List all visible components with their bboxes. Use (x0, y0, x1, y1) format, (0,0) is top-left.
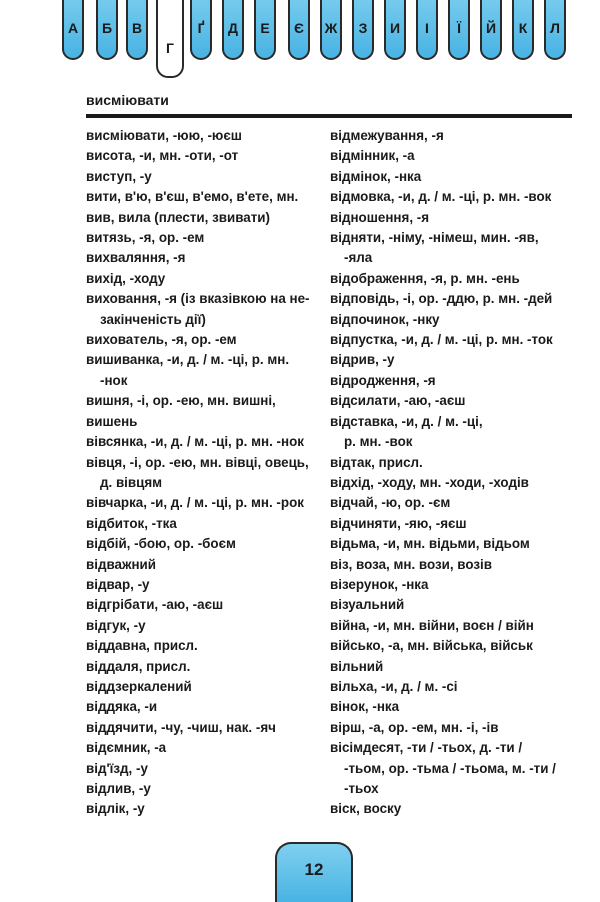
letter-tab[interactable] (512, 0, 534, 60)
dictionary-entry: відважний (86, 556, 156, 572)
letter-tab[interactable] (254, 0, 276, 60)
dictionary-entry: -тьом, ор. -тьма / -тьома, м. -ти / (344, 760, 556, 776)
letter-tab[interactable] (222, 0, 244, 60)
dictionary-entry: відношення, -я (330, 209, 430, 225)
dictionary-entry: вівчарка, -и, д. / м. -ці, р. мн. -рок (86, 495, 304, 511)
dictionary-entry: висміювати, -юю, -юєш (86, 128, 242, 143)
letter-tab-label: І (425, 20, 429, 36)
right-column (330, 126, 582, 820)
dictionary-entry: відтак, присл. (330, 454, 423, 470)
dictionary-entry: вірш, -а, ор. -ем, мн. -і, -ів (330, 719, 499, 735)
letter-tab-label: Б (101, 20, 113, 36)
letter-tab-label: Й (485, 20, 497, 36)
dictionary-entry: війна, -и, мн. війни, воєн / війн (330, 617, 534, 633)
letter-tab[interactable] (448, 0, 470, 60)
alphabet-index (0, 0, 600, 78)
letter-tab-label: Г (166, 40, 174, 56)
dictionary-entry: віск, воску (330, 801, 402, 817)
dictionary-entry: відвар, -у (86, 576, 150, 592)
dictionary-entry: вити, в'ю, в'єш, в'емо, в'ете, мн. (86, 189, 299, 205)
dictionary-entry: вив, вила (плести, звивати) (86, 209, 270, 225)
dictionary-entry: вихваляння, -я (86, 250, 186, 266)
dictionary-entry: д. вівцям (100, 474, 163, 490)
dictionary-entry: відпочинок, -нку (330, 311, 440, 327)
header-divider (86, 114, 572, 118)
letter-tab-label: К (518, 20, 528, 36)
dictionary-entry: відмежування, -я (330, 128, 444, 143)
dictionary-entry: від'їзд, -у (86, 760, 148, 776)
dictionary-entry: відлік, -у (86, 801, 145, 817)
dictionary-entry: вівця, -і, ор. -ею, мн. вівці, овець, (86, 454, 309, 470)
dictionary-entry: вісімдесят, -ти / -тьох, д. -ти / (330, 740, 523, 756)
letter-tab[interactable] (126, 0, 148, 60)
dictionary-entry: вінок, -нка (330, 699, 400, 715)
page-header-word: висміювати (86, 92, 169, 108)
dictionary-entry: відродження, -я (330, 372, 436, 388)
dictionary-entry: відхід, -ходу, мн. -ходи, -ходів (330, 474, 529, 490)
dictionary-entry: відняти, -німу, -німеш, мин. -яв, (330, 230, 539, 246)
letter-tab[interactable] (544, 0, 566, 60)
letter-tab[interactable] (384, 0, 406, 60)
letter-tab-label: Є (294, 20, 304, 36)
dictionary-entry: р. мн. -вок (344, 434, 413, 450)
dictionary-entry: висота, -и, мн. -оти, -от (86, 148, 239, 164)
dictionary-entry: відмінник, -а (330, 148, 415, 164)
page-number: 12 (304, 860, 324, 879)
dictionary-entry: вихід, -ходу (86, 270, 166, 286)
letter-tab[interactable] (352, 0, 374, 60)
dictionary-entry: віз, воза, мн. вози, возів (330, 556, 492, 572)
dictionary-entry: відбій, -бою, ор. -боєм (86, 536, 236, 552)
letter-tab[interactable] (156, 0, 184, 78)
dictionary-entry: відчай, -ю, ор. -єм (330, 495, 451, 511)
dictionary-entry: віддзеркалений (86, 678, 192, 694)
dictionary-entry: відставка, -и, д. / м. -ці, (330, 413, 483, 429)
letter-tab[interactable] (288, 0, 310, 60)
letter-tab-label: Ї (457, 20, 461, 36)
dictionary-entry: вільха, -и, д. / м. -сі (330, 678, 458, 694)
dictionary-entry: виступ, -у (86, 168, 152, 184)
dictionary-entry: відгук, -у (86, 617, 146, 633)
dictionary-entry: відлив, -у (86, 781, 151, 796)
page-number-tab (275, 842, 353, 902)
dictionary-entry: вільний (330, 658, 384, 674)
dictionary-entry: відмінок, -нка (330, 168, 422, 184)
dictionary-entry: вишень (86, 413, 138, 429)
dictionary-entry: візуальний (330, 597, 405, 613)
letter-tab-label: Ж (324, 20, 338, 36)
left-column (86, 126, 312, 820)
dictionary-entry: закінченість дії) (100, 311, 206, 327)
letter-tab-label: Е (260, 20, 270, 36)
letter-tab[interactable] (320, 0, 342, 60)
dictionary-entry: вівсянка, -и, д. / м. -ці, р. мн. -нок (86, 434, 304, 450)
letter-tab[interactable] (96, 0, 118, 60)
dictionary-entry: відємник, -а (86, 740, 167, 756)
dictionary-entry: віддячити, -чу, -чиш, нак. -яч (86, 719, 276, 735)
dictionary-entry: віддаля, присл. (86, 658, 191, 674)
dictionary-entry: відгрібати, -аю, -аєш (86, 597, 224, 613)
dictionary-entry: відьма, -и, мн. відьми, відьом (330, 536, 530, 552)
dictionary-entry: відмовка, -и, д. / м. -ці, р. мн. -вок (330, 189, 552, 205)
letter-tab[interactable] (190, 0, 212, 60)
dictionary-entry: відображення, -я, р. мн. -ень (330, 270, 520, 286)
dictionary-entry: -яла (344, 250, 373, 266)
letter-tab-label: Л (550, 20, 560, 36)
letter-tab-label: В (131, 20, 143, 36)
dictionary-entry: вишиванка, -и, д. / м. -ці, р. мн. (86, 352, 290, 368)
dictionary-entry: відсилати, -аю, -аєш (330, 393, 466, 409)
letter-tab-label: З (358, 20, 368, 36)
dictionary-entry: -нок (100, 372, 128, 388)
dictionary-entry: виховання, -я (із вказівкою на не- (86, 291, 310, 307)
letter-tab[interactable] (62, 0, 84, 60)
dictionary-entry: візерунок, -нка (330, 576, 429, 592)
letter-tab-label: Ґ (197, 20, 205, 36)
dictionary-entry: витязь, -я, ор. -ем (86, 230, 205, 246)
dictionary-entry: віддавна, присл. (86, 638, 198, 654)
letter-tab[interactable] (480, 0, 502, 60)
dictionary-entry: -тьох (344, 781, 379, 796)
letter-tab-label: А (67, 20, 79, 36)
dictionary-entry: відчиняти, -яю, -яєш (330, 515, 467, 531)
letter-tab[interactable] (416, 0, 438, 60)
dictionary-entry: відбиток, -тка (86, 515, 177, 531)
dictionary-entry: вишня, -і, ор. -ею, мн. вишні, (86, 393, 276, 409)
dictionary-entry: вихователь, -я, ор. -ем (86, 332, 237, 348)
letter-tab-label: Д (228, 20, 238, 36)
dictionary-entry: відпустка, -и, д. / м. -ці, р. мн. -ток (330, 332, 553, 348)
dictionary-entry: відрив, -у (330, 352, 395, 368)
dictionary-entry: відповідь, -і, ор. -ддю, р. мн. -дей (330, 291, 553, 307)
dictionary-entry: військо, -а, мн. військa, військ (330, 638, 533, 654)
letter-tab-label: И (389, 20, 401, 36)
dictionary-entry: віддяка, -и (86, 699, 158, 715)
